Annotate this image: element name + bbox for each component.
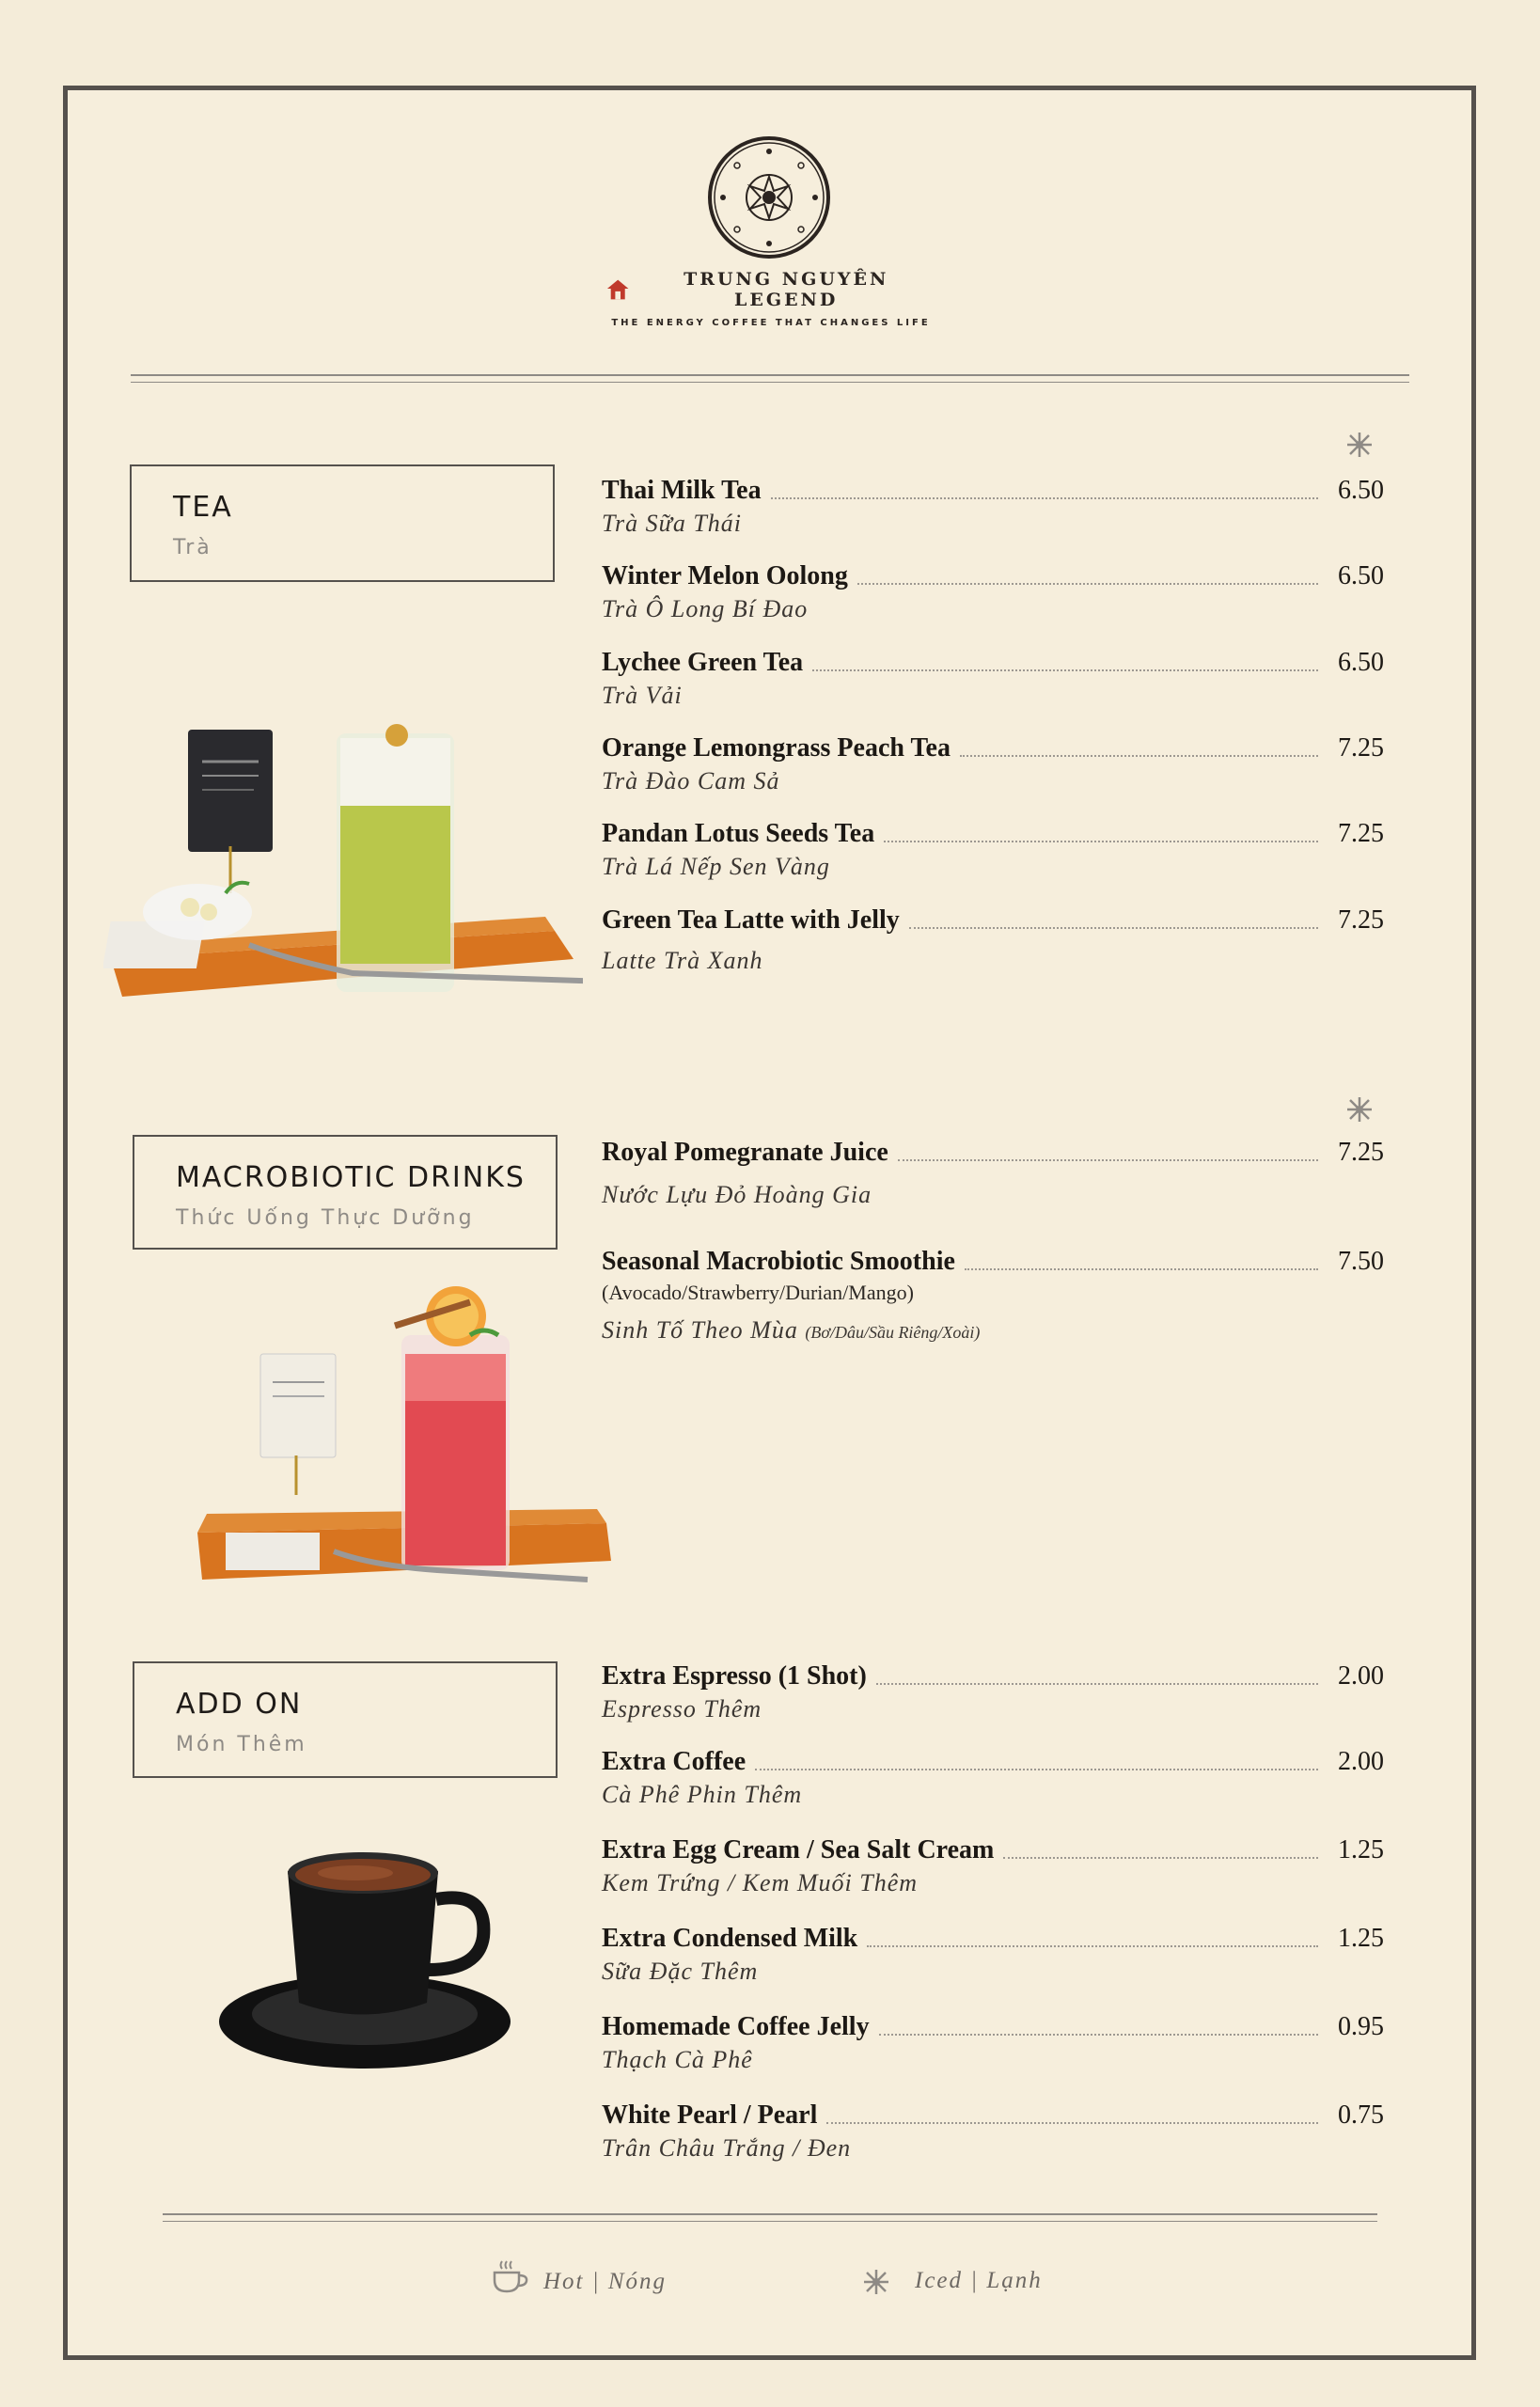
item-name: Extra Condensed Milk [602, 1924, 858, 1953]
item-name: White Pearl / Pearl [602, 2100, 818, 2130]
menu-item [602, 1924, 1384, 1986]
item-vn-name: Cà Phê Phin Thêm [602, 1781, 803, 1808]
item-name: Lychee Green Tea [602, 648, 804, 677]
legend-iced: Iced | Lạnh [915, 2268, 1043, 2293]
hot-cup-icon [491, 2259, 530, 2293]
leader-dots [898, 1159, 1318, 1161]
section-subtitle: Thức Uống Thực Dưỡng [176, 1206, 475, 1230]
leader-dots [960, 755, 1318, 757]
item-price: 1.25 [1338, 1835, 1384, 1864]
section-tea-header [130, 464, 555, 582]
item-vn-name: Trà Vải [602, 682, 683, 709]
item-vn-name: Sữa Đặc Thêm [602, 1958, 759, 1985]
item-vn-name: Latte Trà Xanh [602, 947, 763, 974]
item-price: 1.25 [1338, 1924, 1384, 1953]
snowflake-icon [1345, 1095, 1374, 1124]
item-price: 7.25 [1338, 819, 1384, 848]
item-vn-name: Trà Sữa Thái [602, 510, 743, 537]
item-name: Orange Lemongrass Peach Tea [602, 733, 951, 763]
pomegranate-juice-image [183, 1279, 625, 1627]
item-name: Royal Pomegranate Juice [602, 1138, 888, 1167]
leader-dots [909, 927, 1318, 929]
section-subtitle: Trà [173, 536, 212, 559]
item-options: (Avocado/Strawberry/Durian/Mango) [602, 1281, 914, 1304]
section-title: TEA [173, 491, 233, 524]
menu-item [602, 905, 1384, 975]
leader-dots [857, 583, 1318, 585]
house-icon [606, 278, 629, 301]
section-macrobiotic-header [133, 1135, 558, 1250]
leader-dots [1003, 1857, 1318, 1859]
item-name: Thai Milk Tea [602, 476, 762, 505]
item-vn-name: Trân Châu Trắng / Đen [602, 2134, 852, 2162]
item-name: Homemade Coffee Jelly [602, 2012, 870, 2041]
menu-item [602, 1661, 1384, 1723]
item-name: Extra Egg Cream / Sea Salt Cream [602, 1835, 995, 1864]
item-name: Pandan Lotus Seeds Tea [602, 819, 875, 848]
brand-block [606, 269, 935, 328]
menu-item [602, 819, 1384, 881]
leader-dots [876, 1683, 1318, 1685]
item-vn-text: Sinh Tố Theo Mùa [602, 1316, 798, 1344]
item-price: 7.25 [1338, 905, 1384, 935]
brand-logo-icon [706, 134, 832, 260]
item-price: 7.25 [1338, 733, 1384, 763]
menu-item [602, 1247, 1384, 1345]
item-name: Extra Espresso (1 Shot) [602, 1661, 867, 1691]
menu-item [602, 561, 1384, 623]
section-title: ADD ON [176, 1688, 303, 1721]
item-vn-name: Trà Lá Nếp Sen Vàng [602, 853, 830, 880]
brand-name: TRUNG NGUYÊN LEGEND [684, 269, 889, 310]
leader-dots [884, 841, 1318, 842]
item-price: 7.25 [1338, 1138, 1384, 1167]
item-vn-name: Trà Ô Long Bí Đao [602, 595, 809, 622]
item-vn-name: Trà Đào Cam Sả [602, 767, 780, 794]
menu-item [602, 2012, 1384, 2074]
section-subtitle: Món Thêm [176, 1733, 307, 1756]
leader-dots [965, 1268, 1318, 1270]
item-price: 7.50 [1338, 1247, 1384, 1276]
item-vn-name [602, 1316, 1384, 1345]
menu-item [602, 1835, 1384, 1897]
item-name: Green Tea Latte with Jelly [602, 905, 900, 935]
item-vn-name: Espresso Thêm [602, 1695, 762, 1723]
green-tea-latte-image [103, 696, 583, 1034]
item-name: Winter Melon Oolong [602, 561, 848, 590]
item-price: 2.00 [1338, 1747, 1384, 1776]
menu-item [602, 1747, 1384, 1809]
item-vn-options: (Bơ/Dâu/Sầu Riêng/Xoài) [805, 1323, 981, 1342]
menu-item [602, 2100, 1384, 2163]
section-addon-header [133, 1661, 558, 1778]
leader-dots [867, 1945, 1318, 1947]
brand-tagline: THE ENERGY COFFEE THAT CHANGES LIFE [611, 318, 931, 328]
item-price: 2.00 [1338, 1661, 1384, 1691]
footer-divider [163, 2213, 1377, 2215]
menu-item [602, 476, 1384, 538]
item-name: Extra Coffee [602, 1747, 746, 1776]
snowflake-icon [1345, 431, 1374, 459]
item-vn-name: Kem Trứng / Kem Muối Thêm [602, 1869, 919, 1896]
item-name: Seasonal Macrobiotic Smoothie [602, 1247, 955, 1276]
section-title: MACROBIOTIC DRINKS [176, 1161, 526, 1194]
item-vn-name: Thạch Cà Phê [602, 2046, 753, 2073]
menu-item [602, 1138, 1384, 1209]
espresso-cup-image [214, 1852, 525, 2087]
header-divider-thin [131, 382, 1409, 383]
legend-hot: Hot | Nóng [543, 2269, 668, 2294]
leader-dots [879, 2034, 1318, 2036]
item-price: 0.95 [1338, 2012, 1384, 2041]
item-price: 6.50 [1338, 476, 1384, 505]
leader-dots [771, 497, 1318, 499]
item-price: 6.50 [1338, 648, 1384, 677]
menu-item [602, 648, 1384, 710]
header-divider [131, 374, 1409, 376]
item-vn-name: Nước Lựu Đỏ Hoàng Gia [602, 1181, 872, 1208]
menu-item [602, 733, 1384, 795]
item-price: 0.75 [1338, 2100, 1384, 2130]
leader-dots [826, 2122, 1318, 2124]
snowflake-icon [862, 2268, 890, 2296]
footer-divider-thin [163, 2221, 1377, 2222]
leader-dots [812, 669, 1318, 671]
item-price: 6.50 [1338, 561, 1384, 590]
leader-dots [755, 1769, 1318, 1770]
